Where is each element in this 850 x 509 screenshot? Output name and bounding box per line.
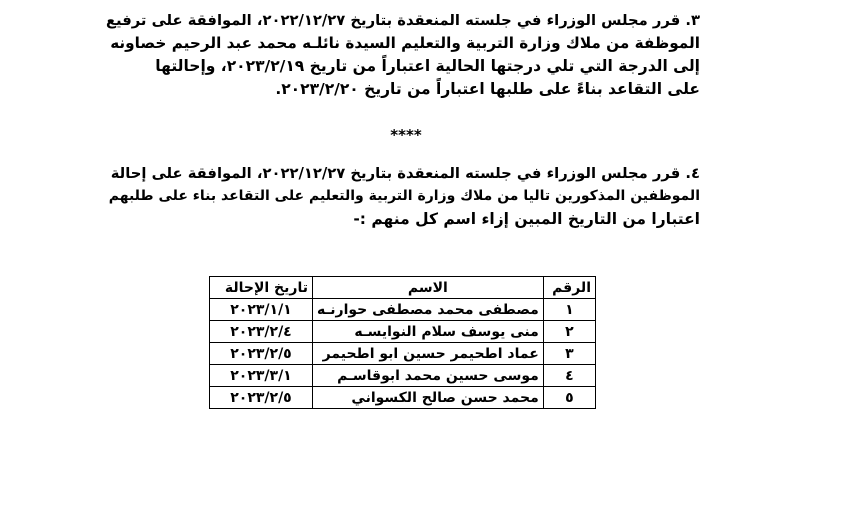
row-name: عماد اطحيمر حسين ابو اطحيمر bbox=[312, 343, 543, 365]
decision-item-4 bbox=[102, 162, 700, 231]
row-number: ٤ bbox=[543, 365, 595, 387]
header-number: الرقم bbox=[543, 277, 595, 299]
table-header-row bbox=[210, 277, 596, 299]
decision-item-3 bbox=[102, 9, 700, 101]
row-number: ٥ bbox=[543, 387, 595, 409]
decision-4-line-2: الموظفين المذكورين تاليا من ملاك وزارة التربية والتعليم على التقاعد بناء على طلبهم bbox=[108, 188, 700, 204]
decision-3-line-3: إلى الدرجة التي تلي درجتها الحالية اعتباراً من تاريخ ٢٠٢٣/٢/١٩، وإحالتها bbox=[155, 57, 700, 75]
decision-3-line-4: على التقاعد بناءً على طلبها اعتباراً من تاريخ ٢٠٢٣/٢/٢٠. bbox=[275, 80, 700, 98]
decision-4-line-1: ٤. قرر مجلس الوزراء في جلسته المنعقدة بتاريخ ٢٠٢٢/١٢/٢٧، الموافقة على إحالة bbox=[110, 165, 700, 182]
row-date: ٢٠٢٣/١/١ bbox=[210, 299, 313, 321]
row-number: ١ bbox=[543, 299, 595, 321]
decision-4-line-3: اعتبارا من التاريخ المبين إزاء اسم كل منهم :- bbox=[353, 210, 700, 228]
row-name: محمد حسن صالح الكسواني bbox=[312, 387, 543, 409]
table-row bbox=[210, 299, 596, 321]
row-number: ٢ bbox=[543, 321, 595, 343]
row-date: ٢٠٢٣/٢/٤ bbox=[210, 321, 313, 343]
table-row bbox=[210, 365, 596, 387]
header-name: الاسم bbox=[312, 277, 543, 299]
decision-3-line-1: ٣. قرر مجلس الوزراء في جلسته المنعقدة بتاريخ ٢٠٢٢/١٢/٢٧، الموافقة على ترفيع bbox=[105, 12, 700, 29]
row-name: موسى حسين محمد ابوقاسـم bbox=[312, 365, 543, 387]
section-separator: **** bbox=[390, 126, 422, 144]
retirees-table bbox=[209, 276, 596, 409]
table-row bbox=[210, 387, 596, 409]
header-retirement-date: تاريخ الإحالة bbox=[210, 277, 313, 299]
row-date: ٢٠٢٣/٢/٥ bbox=[210, 343, 313, 365]
table-row bbox=[210, 343, 596, 365]
row-name: مصطفى محمد مصطفى حوارنـه bbox=[312, 299, 543, 321]
decision-3-line-2: الموظفة من ملاك وزارة التربية والتعليم السيدة نائلـه محمد عبد الرحيم خصاونه bbox=[110, 34, 700, 52]
row-date: ٢٠٢٣/٢/٥ bbox=[210, 387, 313, 409]
row-date: ٢٠٢٣/٣/١ bbox=[210, 365, 313, 387]
table-row bbox=[210, 321, 596, 343]
row-name: منى يوسف سلام النوايسـه bbox=[312, 321, 543, 343]
row-number: ٣ bbox=[543, 343, 595, 365]
